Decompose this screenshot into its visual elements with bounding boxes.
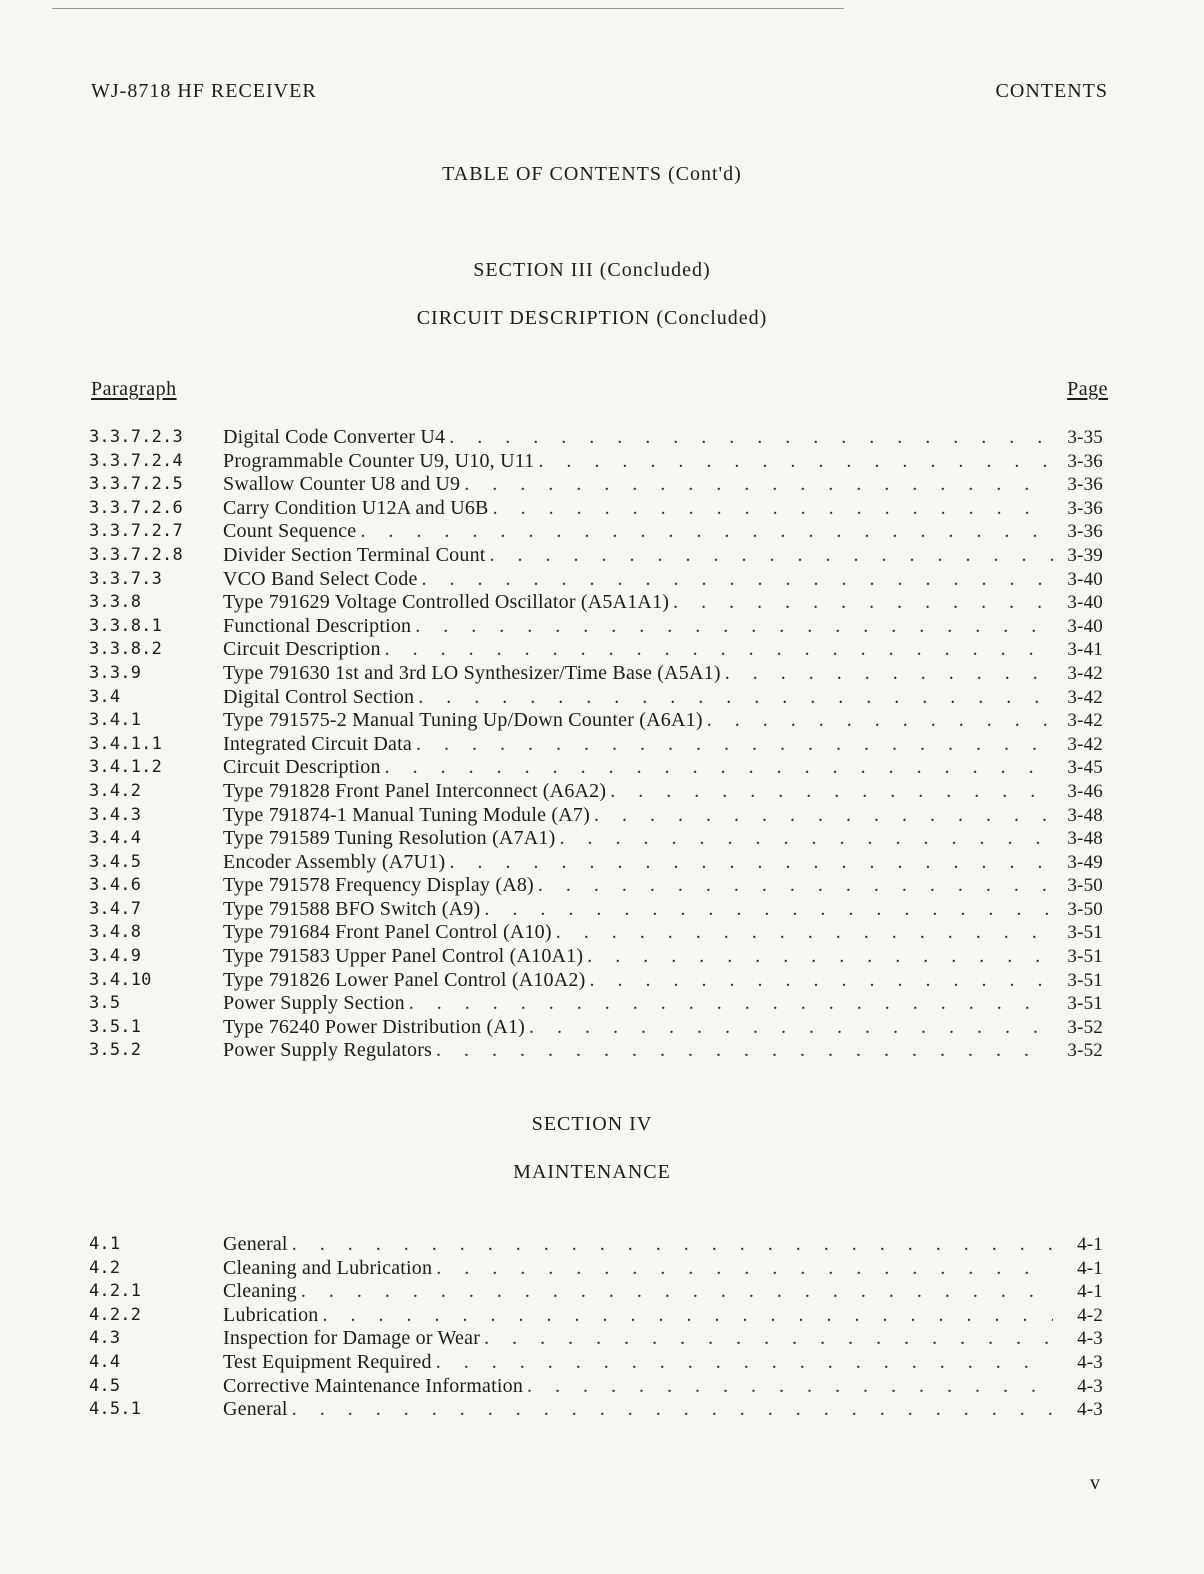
toc-entry-number: 3.3.9	[89, 662, 142, 683]
dot-leader	[587, 945, 1053, 969]
dot-leader	[527, 1375, 1053, 1399]
toc-entry-page: 4-2	[1077, 1304, 1103, 1326]
toc-entry-page: 3-51	[1067, 946, 1103, 968]
toc-entry	[89, 851, 1103, 875]
section3-toc-list	[89, 426, 1103, 1063]
toc-entry	[89, 898, 1103, 922]
toc-entry-page: 3-36	[1067, 450, 1103, 472]
toc-entry-number: 3.4.3	[89, 804, 142, 825]
dot-leader	[529, 1016, 1053, 1040]
toc-entry-page: 3-40	[1067, 615, 1103, 637]
toc-entry-title: Type 791629 Voltage Controlled Oscillator (A5A1A1)	[223, 591, 670, 614]
toc-entry-page: 3-39	[1067, 544, 1103, 566]
dot-leader	[538, 450, 1053, 474]
dot-leader	[323, 1304, 1053, 1328]
dot-leader	[538, 874, 1053, 898]
toc-entry-page: 3-46	[1067, 780, 1103, 802]
toc-entry-title: Digital Control Section	[223, 685, 415, 708]
toc-entry	[89, 1233, 1103, 1257]
dot-leader	[409, 992, 1053, 1016]
toc-entry	[89, 450, 1103, 474]
toc-entry	[89, 615, 1103, 639]
toc-entry-number: 3.4.1	[89, 710, 142, 731]
dot-leader	[673, 591, 1053, 615]
toc-entry	[89, 426, 1103, 450]
toc-entry-number: 3.3.8.1	[89, 615, 163, 636]
toc-entry	[89, 780, 1103, 804]
toc-entry-number: 3.4.8	[89, 922, 142, 943]
toc-entry	[89, 591, 1103, 615]
toc-entry-number: 3.5	[89, 993, 121, 1014]
dot-leader	[292, 1398, 1053, 1422]
toc-entry	[89, 992, 1103, 1016]
section4-toc-list	[89, 1233, 1103, 1422]
toc-entry-number: 3.4.9	[89, 946, 142, 967]
toc-entry	[89, 473, 1103, 497]
header-section-label: CONTENTS	[995, 80, 1108, 102]
toc-entry-number: 3.3.8.2	[89, 639, 163, 660]
dot-leader	[385, 756, 1053, 780]
toc-entry	[89, 1016, 1103, 1040]
dot-leader	[301, 1280, 1053, 1304]
toc-entry-number: 3.4.7	[89, 898, 142, 919]
toc-entry-number: 4.3	[89, 1328, 121, 1349]
dot-leader	[292, 1233, 1053, 1257]
toc-entry-title: Type 791589 Tuning Resolution (A7A1)	[223, 827, 556, 850]
toc-entry-title: Type 791575-2 Manual Tuning Up/Down Counter (A6A1)	[223, 709, 703, 732]
toc-entry-title: Type 791583 Upper Panel Control (A10A1)	[223, 945, 584, 968]
toc-entry	[89, 804, 1103, 828]
toc-entry-number: 3.4.2	[89, 780, 142, 801]
dot-leader	[360, 520, 1053, 544]
toc-entry-page: 3-50	[1067, 875, 1103, 897]
toc-entry	[89, 921, 1103, 945]
dot-leader	[707, 709, 1053, 733]
dot-leader	[589, 969, 1053, 993]
toc-entry-title: Divider Section Terminal Count	[223, 543, 486, 566]
toc-entry-page: 3-51	[1067, 993, 1103, 1015]
toc-entry	[89, 945, 1103, 969]
paragraph-column-heading: Paragraph	[91, 378, 177, 400]
toc-entry-title: VCO Band Select Code	[223, 567, 418, 590]
toc-entry-title: Type 791828 Front Panel Interconnect (A6A2)	[223, 779, 607, 802]
toc-entry-page: 4-3	[1077, 1351, 1103, 1373]
toc-entry-number: 3.3.7.2.6	[89, 497, 183, 518]
toc-entry-title: Cleaning and Lubrication	[223, 1256, 433, 1279]
toc-entry-page: 3-51	[1067, 969, 1103, 991]
toc-entry-number: 3.4.1.1	[89, 733, 163, 754]
toc-entry-number: 3.3.7.2.5	[89, 474, 183, 495]
page-column-heading: Page	[1067, 378, 1108, 400]
toc-entry	[89, 1280, 1103, 1304]
toc-entry-page: 3-45	[1067, 757, 1103, 779]
toc-entry	[89, 827, 1103, 851]
toc-entry-title: Circuit Description	[223, 638, 381, 661]
top-rule	[52, 8, 844, 9]
toc-entry	[89, 520, 1103, 544]
toc-entry-number: 3.5.2	[89, 1040, 142, 1061]
toc-entry-title: Type 791578 Frequency Display (A8)	[223, 874, 534, 897]
dot-leader	[436, 1257, 1053, 1281]
toc-entry	[89, 1304, 1103, 1328]
toc-entry-title: General	[223, 1398, 288, 1421]
toc-entry	[89, 733, 1103, 757]
section4-heading: SECTION IV	[531, 1113, 653, 1135]
toc-entry-page: 3-51	[1067, 922, 1103, 944]
toc-entry	[89, 1398, 1103, 1422]
dot-leader	[559, 827, 1053, 851]
toc-entry	[89, 568, 1103, 592]
toc-entry	[89, 874, 1103, 898]
dot-leader	[415, 615, 1053, 639]
dot-leader	[484, 898, 1053, 922]
dot-leader	[490, 544, 1053, 568]
toc-entry-title: General	[223, 1233, 288, 1255]
dot-leader	[493, 497, 1053, 521]
toc-entry-number: 3.3.7.2.4	[89, 450, 183, 471]
toc-entry-number: 4.2	[89, 1257, 121, 1278]
toc-entry-page: 4-1	[1077, 1281, 1103, 1303]
toc-entry	[89, 544, 1103, 568]
toc-entry-page: 3-48	[1067, 804, 1103, 826]
toc-entry-number: 3.3.7.2.7	[89, 521, 183, 542]
toc-entry-title: Count Sequence	[223, 520, 357, 543]
toc-entry	[89, 1257, 1103, 1281]
dot-leader	[725, 662, 1053, 686]
toc-entry-title: Type 791874-1 Manual Tuning Module (A7)	[223, 803, 590, 826]
toc-entry	[89, 638, 1103, 662]
toc-entry-title: Type 791826 Lower Panel Control (A10A2)	[223, 968, 586, 991]
toc-entry-page: 4-3	[1077, 1399, 1103, 1421]
toc-entry-title: Integrated Circuit Data	[223, 732, 412, 755]
toc-entry-title: Programmable Counter U9, U10, U11	[223, 449, 535, 472]
toc-entry-page: 3-42	[1067, 662, 1103, 684]
toc-entry-title: Test Equipment Required	[223, 1350, 432, 1373]
toc-entry-page: 3-36	[1067, 474, 1103, 496]
dot-leader	[385, 638, 1053, 662]
toc-entry-page: 3-41	[1067, 639, 1103, 661]
toc-entry-number: 3.3.7.2.3	[89, 427, 183, 447]
toc-entry-page: 3-48	[1067, 828, 1103, 850]
toc-entry	[89, 1351, 1103, 1375]
toc-entry	[89, 686, 1103, 710]
toc-entry-title: Type 791630 1st and 3rd LO Synthesizer/Time Base (A5A1)	[223, 661, 721, 684]
dot-leader	[422, 568, 1053, 592]
toc-entry-title: Type 791684 Front Panel Control (A10)	[223, 921, 552, 944]
toc-entry-page: 3-50	[1067, 898, 1103, 920]
toc-entry	[89, 1327, 1103, 1351]
toc-entry-number: 3.3.7.2.8	[89, 544, 183, 565]
toc-entry-title: Inspection for Damage or Wear	[223, 1327, 481, 1350]
toc-entry-number: 3.4	[89, 686, 121, 707]
toc-entry-page: 3-40	[1067, 592, 1103, 614]
toc-entry-title: Carry Condition U12A and U6B	[223, 496, 489, 519]
toc-entry	[89, 662, 1103, 686]
dot-leader	[556, 921, 1053, 945]
toc-entry-title: Corrective Maintenance Information	[223, 1374, 524, 1397]
toc-entry-page: 3-40	[1067, 568, 1103, 590]
toc-entry-title: Type 791588 BFO Switch (A9)	[223, 897, 481, 920]
toc-entry-title: Encoder Assembly (A7U1)	[223, 850, 446, 873]
toc-entry-title: Swallow Counter U8 and U9	[223, 473, 461, 496]
section3-subheading: CIRCUIT DESCRIPTION (Concluded)	[416, 307, 768, 329]
toc-entry-title: Power Supply Section	[223, 992, 405, 1015]
toc-entry-number: 4.5.1	[89, 1399, 142, 1420]
toc-entry-number: 3.4.6	[89, 875, 142, 896]
dot-leader	[418, 686, 1053, 710]
toc-entry-title: Power Supply Regulators	[223, 1039, 433, 1062]
toc-entry-page: 3-42	[1067, 710, 1103, 732]
dot-leader	[449, 426, 1053, 450]
toc-entry	[89, 709, 1103, 733]
toc-entry-title: Circuit Description	[223, 756, 381, 779]
toc-entry-page: 3-35	[1067, 427, 1103, 448]
header-document-title: WJ-8718 HF RECEIVER	[91, 80, 317, 102]
toc-entry-page: 3-42	[1067, 686, 1103, 708]
dot-leader	[610, 780, 1053, 804]
toc-entry-title: Lubrication	[223, 1303, 319, 1326]
toc-entry-number: 4.2.2	[89, 1304, 142, 1325]
dot-leader	[416, 733, 1053, 757]
toc-entry-title: Cleaning	[223, 1280, 297, 1303]
toc-entry-page: 3-42	[1067, 733, 1103, 755]
toc-entry	[89, 969, 1103, 993]
toc-entry-page: 3-36	[1067, 497, 1103, 519]
toc-entry	[89, 756, 1103, 780]
toc-entry-page: 3-52	[1067, 1016, 1103, 1038]
toc-entry-page: 4-1	[1077, 1257, 1103, 1279]
toc-entry	[89, 1039, 1103, 1063]
toc-entry-number: 3.4.1.2	[89, 757, 163, 778]
toc-entry-page: 4-3	[1077, 1328, 1103, 1350]
dot-leader	[594, 804, 1053, 828]
toc-entry-number: 3.4.4	[89, 828, 142, 849]
toc-entry-title: Type 76240 Power Distribution (A1)	[223, 1015, 526, 1038]
toc-entry-title: Digital Code Converter U4	[223, 426, 446, 448]
toc-entry	[89, 497, 1103, 521]
toc-entry-page: 4-3	[1077, 1375, 1103, 1397]
toc-entry	[89, 1375, 1103, 1399]
page-title: TABLE OF CONTENTS (Cont'd)	[442, 163, 742, 185]
toc-entry-page: 3-36	[1067, 521, 1103, 543]
toc-entry-page: 3-49	[1067, 851, 1103, 873]
toc-entry-number: 4.4	[89, 1351, 121, 1372]
toc-entry-number: 3.3.7.3	[89, 568, 163, 589]
toc-entry-number: 3.4.5	[89, 851, 142, 872]
section4-subheading: MAINTENANCE	[513, 1161, 671, 1183]
toc-entry-page: 4-1	[1077, 1234, 1103, 1255]
section3-heading: SECTION III (Concluded)	[473, 259, 711, 281]
toc-entry-number: 3.3.8	[89, 592, 142, 613]
toc-entry-number: 3.4.10	[89, 969, 152, 990]
toc-entry-title: Functional Description	[223, 614, 412, 637]
dot-leader	[436, 1351, 1053, 1375]
dot-leader	[464, 473, 1053, 497]
toc-entry-number: 4.1	[89, 1234, 121, 1254]
dot-leader	[484, 1327, 1053, 1351]
toc-entry-number: 4.5	[89, 1375, 121, 1396]
toc-entry-number: 4.2.1	[89, 1281, 142, 1302]
toc-entry-page: 3-52	[1067, 1040, 1103, 1062]
page-number: v	[1090, 1472, 1100, 1494]
dot-leader	[436, 1039, 1053, 1063]
toc-entry-number: 3.5.1	[89, 1016, 142, 1037]
dot-leader	[449, 851, 1053, 875]
